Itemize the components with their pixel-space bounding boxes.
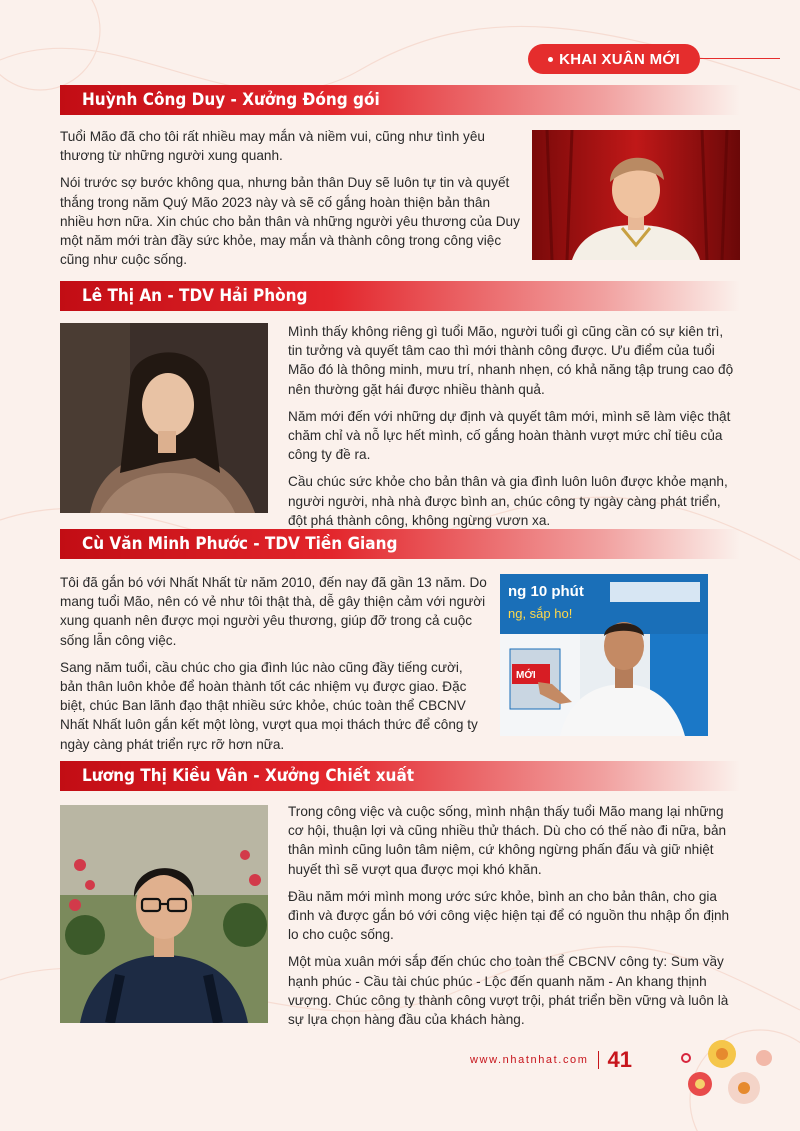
entry-3-header [60, 529, 740, 559]
entry-1-body [60, 127, 522, 277]
entry-2-name: Lê Thị An - TDV Hải Phòng [82, 286, 308, 306]
entry-3-paragraph: Tôi đã gắn bó với Nhất Nhất từ năm 2010, đến nay đã gần 13 năm. Do mang tuổi Mão, nên có vẻ như tôi thật thà, dễ gây thiện cảm với người xung quanh nên được mọi người yêu thương, giúp đỡ trong cả cuộc sống lẫn công việc. [60, 575, 487, 648]
website-link[interactable]: www.nhatnhat.com [470, 1054, 589, 1066]
page-footer [470, 1046, 632, 1074]
entry-1-name: Huỳnh Công Duy - Xưởng Đóng gói [82, 90, 380, 110]
bullet-icon [548, 57, 553, 62]
entry-2-body [288, 322, 740, 538]
footer-divider [598, 1051, 599, 1069]
entry-4-header [60, 761, 740, 791]
section-tag [528, 44, 700, 74]
entry-4-paragraph: Đầu năm mới mình mong ước sức khỏe, bình an cho bản thân, cho gia đình và được gắn bó với công việc hiện tại để có nguồn thu nhập ổn định lo cho cuộc sống. [288, 888, 730, 943]
entry-1-paragraph: Nói trước sợ bước không qua, nhưng bản thân Duy sẽ luôn tự tin và quyết thắng trong năm Quý Mão 2023 này và sẽ cố gắng hoàn thiện bản thân nhiều hơn nữa. Xin chúc cho bản thân và những người yêu thương của Duy một năm mới tràn đầy sức khỏe, may mắn và thành công trong công việc cũng như cuộc sống. [60, 175, 520, 268]
tag-divider [700, 58, 780, 59]
entry-4-name: Lương Thị Kiều Vân - Xưởng Chiết xuất [82, 766, 415, 786]
entry-2-paragraph: Mình thấy không riêng gì tuổi Mão, người tuổi gì cũng cần có sự kiên trì, tin tưởng và quyết tâm cao thì mới thành công được. Ưu điểm của tuổi Mão đó là thông minh, mưu trí, nhanh nhẹn, có khả năng tập trung cao độ nên thường gặt hái được nhiều thành quả. [288, 324, 734, 397]
apricot-blossom-icon [664, 1028, 784, 1118]
entry-3-portrait [500, 574, 708, 736]
entry-4-body [288, 802, 740, 1037]
entry-1-portrait [532, 130, 740, 260]
entry-3-body [60, 573, 488, 762]
entry-4-portrait [60, 805, 268, 1023]
page-number: 41 [607, 1047, 633, 1072]
poster-text-3: MỚI [516, 670, 536, 681]
poster-text-1: ng 10 phút [508, 583, 584, 600]
entry-3-name: Cù Văn Minh Phước - TDV Tiền Giang [82, 534, 398, 554]
entry-2-portrait [60, 323, 268, 513]
entry-2-paragraph: Năm mới đến với những dự định và quyết tâm mới, mình sẽ làm việc thật chăm chỉ và nỗ lực hết mình, cố gắng hoàn thành vượt mức chỉ tiêu của công ty đề ra. [288, 408, 731, 463]
entry-4-paragraph: Một mùa xuân mới sắp đến chúc cho toàn thể CBCNV công ty: Sum vầy hạnh phúc - Cầu tài chúc phúc - Lộc đến quanh năm - An khang thịnh vượng. Chúc công ty thành công vượt trội, phát triển bền vững và luôn là sự lựa chọn hàng đầu của khách hàng. [288, 954, 729, 1028]
entry-2-header [60, 281, 740, 311]
entry-1-paragraph: Tuổi Mão đã cho tôi rất nhiều may mắn và niềm vui, cũng như tình yêu thương từ những người xung quanh. [60, 129, 485, 164]
entry-3-paragraph: Sang năm tuổi, cầu chúc cho gia đình lúc nào cũng đầy tiếng cười, bản thân luôn khỏe để hoàn thành tốt các nhiệm vụ được giao. Đặc biệt, chúc Ban lãnh đạo thật nhiều sức khỏe, chúc toàn thể CBCNV Nhất Nhất luôn gắn kết một lòng, vượt qua mọi thách thức để công ty ngày càng phát triển rực rỡ hơn nữa. [60, 659, 478, 752]
entry-2-paragraph: Cầu chúc sức khỏe cho bản thân và gia đình luôn luôn được khỏe mạnh, người người, nhà nhà được bình an, chúc công ty ngày càng phát triển, đột phá thành công, không ngừng vươn xa. [288, 474, 728, 528]
poster-text-2: ng, sắp ho! [508, 606, 573, 621]
entry-1-header [60, 85, 740, 115]
section-tag-label: KHAI XUÂN MỚI [559, 50, 680, 68]
entry-4-paragraph: Trong công việc và cuộc sống, mình nhận thấy tuổi Mão mang lại những cơ hội, thuận lợi và cũng nhiều thử thách. Dù cho có thế nào đi nữa, bản thân mình cũng luôn tâm niệm, cứ không ngừng phấn đấu và giữ nhiệt huyết thì sẽ vượt qua được mọi khó khăn. [288, 804, 727, 877]
